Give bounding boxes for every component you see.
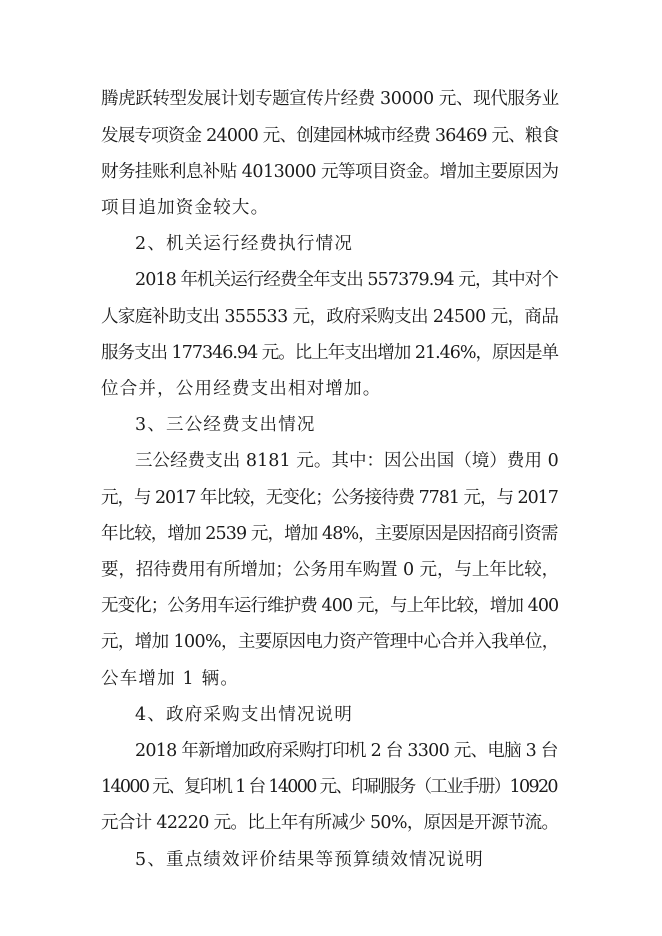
text-line: 项目追加资金较大。 (101, 198, 270, 218)
text-line: 公车增加 1 辆。 (101, 669, 240, 689)
text-line: 2018 年机关运行经费全年支出 557379.94 元，其中对个 (135, 270, 558, 290)
text-line: 发展专项资金 24000 元、创建园林城市经费 36469 元、粮食 (101, 126, 559, 146)
text-line: 无变化；公务用车运行维护费 400 元，与上年比较，增加 400 (101, 596, 559, 616)
text-line: 腾虎跃转型发展计划专题宣传片经费 30000 元、现代服务业 (101, 89, 559, 109)
section-heading: 3、三公经费支出情况 (135, 415, 316, 435)
text-line: 人家庭补助支出 355533 元，政府采购支出 24500 元，商品 (101, 307, 559, 327)
text-line: 财务挂账利息补贴 4013000 元等项目资金。增加主要原因为 (101, 162, 559, 182)
text-line: 位合并，公用经费支出相对增加。 (101, 379, 382, 399)
text-line: 服务支出 177346.94 元。比上年支出增加 21.46%，原因是单 (101, 343, 559, 363)
section-heading: 5、重点绩效评价结果等预算绩效情况说明 (135, 850, 484, 870)
text-line: 元，增加 100%，主要原因电力资产管理中心合并入我单位， (101, 632, 559, 652)
text-line: 三公经费支出 8181 元。其中：因公出国（境）费用 0 (135, 451, 559, 471)
section-heading: 2、机关运行经费执行情况 (135, 234, 354, 254)
section-heading: 4、政府采购支出情况说明 (135, 705, 354, 725)
text-line: 2018 年新增加政府采购打印机 2 台 3300 元、电脑 3 台 (135, 741, 558, 761)
text-line: 14000 元、复印机 1 台 14000 元、印刷服务（工业手册）10920 (101, 777, 557, 797)
text-line: 元合计 42220 元。比上年有所减少 50%，原因是开源节流。 (101, 813, 559, 833)
text-line: 要，招待费用有所增加；公务用车购置 0 元，与上年比较， (101, 560, 560, 580)
text-line: 元，与 2017 年比较，无变化；公务接待费 7781 元，与 2017 (101, 488, 558, 508)
text-line: 年比较，增加 2539 元，增加 48%，主要原因是因招商引资需 (101, 524, 558, 544)
